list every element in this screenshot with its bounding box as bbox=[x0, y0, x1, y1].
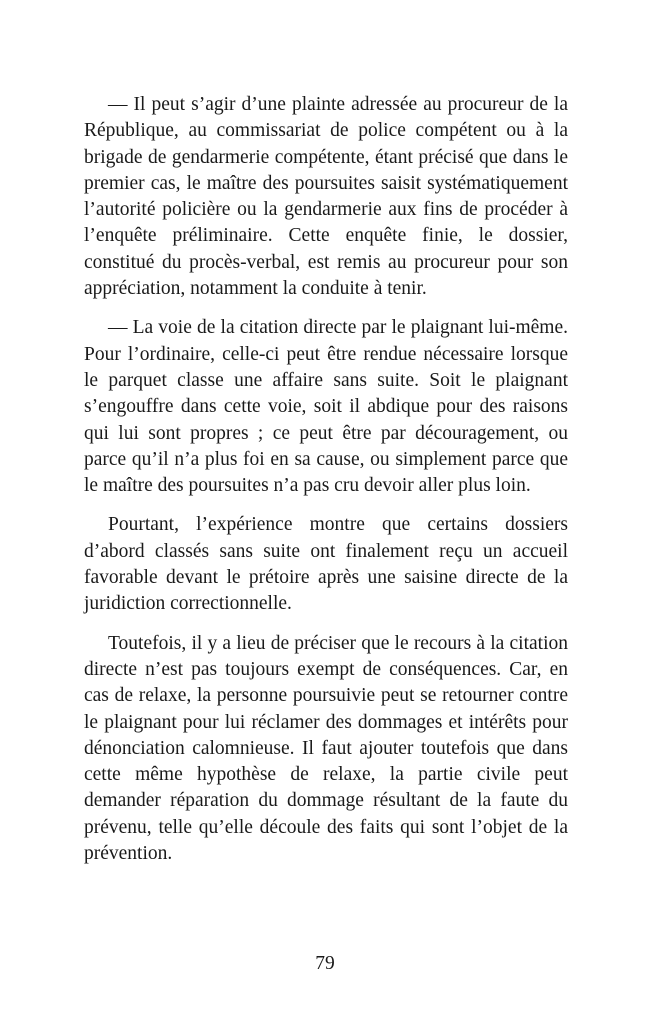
paragraph-consequences: Toutefois, il y a lieu de préciser que le recours à la citation directe n’est pas toujours exempt de conséquences. Car, en cas de relaxe, la personne poursuivie peut se retourner contre le plaignant pour lui réclamer des dommages et intérêts pour dénonciation calomnieuse. Il faut ajouter toutefois que dans cette même hypothèse de relaxe, la partie civile peut demander réparation du dommage résultant de la faute du prévenu, telle qu’elle découle des faits qui sont l’objet de la prévention. bbox=[84, 632, 568, 865]
page-body bbox=[84, 92, 568, 880]
paragraph-citation-directe: — La voie de la citation directe par le plaignant lui-même. Pour l’ordinaire, celle-ci peut être rendue nécessaire lorsque le parquet classe une affaire sans suite. Soit le plaignant s’engouffre dans cette voie, soit il abdique pour des raisons qui lui sont propres ; ce peut être par découragement, ou parce qu’il n’a plus foi en sa cause, ou simplement parce que le maître des poursuites n’a pas cru devoir aller plus loin. bbox=[84, 317, 568, 497]
paragraph-experience: Pourtant, l’expérience montre que certains dossiers d’abord classés sans suite ont finalement reçu un accueil favorable devant le prétoire après une saisine directe de la juridiction correctionnelle. bbox=[84, 514, 568, 615]
paragraph-plainte: — Il peut s’agir d’une plainte adressée au procureur de la République, au commissariat de police compétent ou à la brigade de gendarmerie compétente, étant précisé que dans le premier cas, le maître des poursuites saisit systématiquement l’autorité policière ou la gendarmerie aux fins de procéder à l’enquête préliminaire. Cette enquête finie, le dossier, constitué du procès-verbal, est remis au procureur pour son appréciation, notamment la conduite à tenir. bbox=[84, 94, 568, 300]
page-number: 79 bbox=[315, 953, 335, 974]
